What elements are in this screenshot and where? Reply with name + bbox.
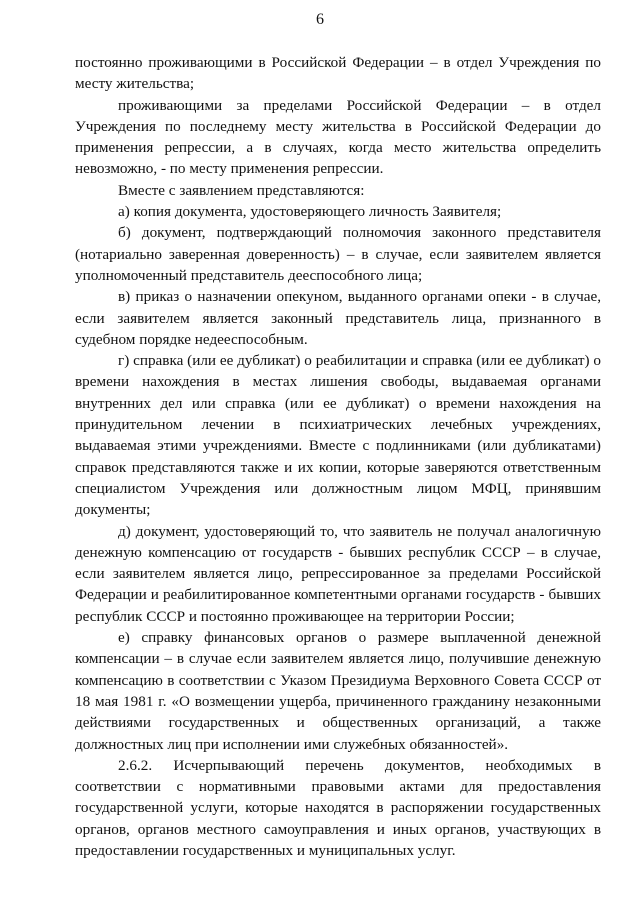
paragraph-residing-abroad: проживающими за пределами Российской Федерации – в отдел Учреждения по последнему месту жительства в Российской Федерации до применения репрессии, а в случаях, когда место жительства определить невозможно, - по месту применения репрессии. (75, 96, 601, 178)
page-number: 6 (316, 11, 324, 28)
paragraph-section-2-6-2: 2.6.2. Исчерпывающий перечень документов, необходимых в соответствии с нормативными правовыми актами для предоставления государственной услуги, которые находятся в распоряжении государственных органов, органов местного самоуправления и иных органов, участвующих в предоставлении государственных и муниципальных услуг. (75, 756, 601, 859)
paragraph-item-v: в) приказ о назначении опекуном, выданного органами опеки - в случае, если заявителем является законный представитель лица, признанного в судебном порядке недееспособным. (75, 288, 601, 348)
document-body (75, 52, 601, 861)
paragraph-item-b: б) документ, подтверждающий полномочия законного представителя (нотариально заверенная доверенность) – в случае, если заявителем является уполномоченный представитель дееспособного лица; (75, 224, 601, 284)
paragraph-item-e: е) справку финансовых органов о размере выплаченной денежной компенсации – в случае если заявителем является лицо, получившие денежную компенсацию в соответствии с Указом Президиума Верховного Совета СССР от 18 мая 1981 г. «О возмещении ущерба, причиненного гражданину незаконными действиями государственных и общественных организаций, а также должностных лиц при исполнении ими служебных обязанностей». (75, 629, 601, 753)
paragraph-item-g: г) справка (или ее дубликат) о реабилитации и справка (или ее дубликат) о времени нахождения в местах лишения свободы, выдаваемая органами внутренних дел или справка (или ее дубликат) о времени нахождения на принудительном лечении в психиатрических лечебных учреждениях, выдаваемая этими учреждениями. Вместе с подлинниками (или дубликатами) справок представляются также и их копии, которые заверяются ответственным специалистом Учреждения или должностным лицом МФЦ, принявшим документы; (75, 352, 601, 519)
paragraph-residing-in-russia: постоянно проживающими в Российской Федерации – в отдел Учреждения по месту жительства; (75, 54, 601, 93)
paragraph-item-a: а) копия документа, удостоверяющего личность Заявителя; (118, 203, 502, 221)
paragraph-attachments-intro: Вместе с заявлением представляются: (118, 181, 365, 199)
paragraph-item-d: д) документ, удостоверяющий то, что заявитель не получал аналогичную денежную компенсацию от государств - бывших республик СССР – в случае, если заявителем является лицо, репрессированное за пределами Российской Федерации и реабилитированное компетентными органами государств - бывших республик СССР и постоянно проживающее на территории России; (75, 522, 601, 625)
